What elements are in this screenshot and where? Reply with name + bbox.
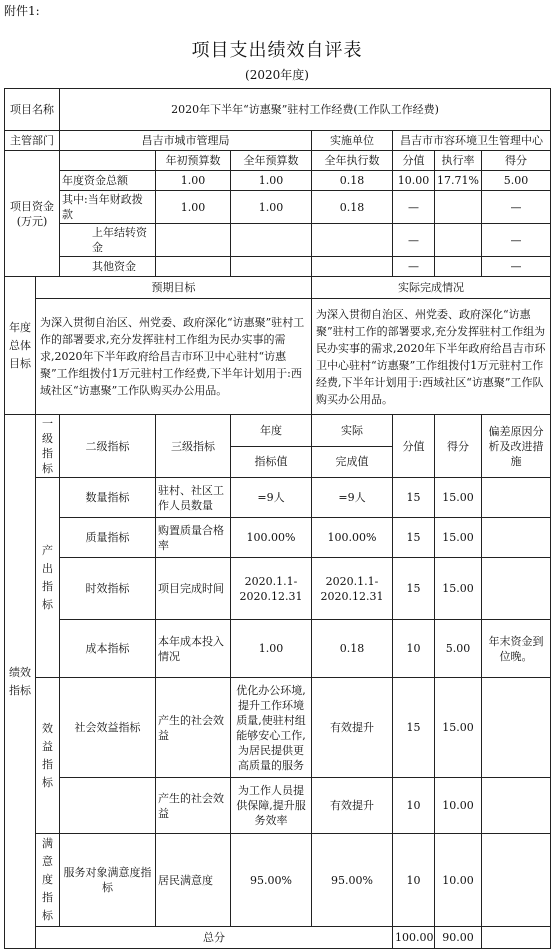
indicator-actual: 有效提升 (312, 678, 393, 778)
project-name-value: 2020年下半年“访惠聚”驻村工作经费(工作队工作经费) (60, 89, 551, 131)
expected-goal-text: 为深入贯彻自治区、州党委、政府深化“访惠聚”驻村工作的部署要求,充分发挥驻村工作组为民办实事的需求,2020年下半年政府给昌吉市环卫中心驻村“访惠聚”工作组拨付1万元驻村工作经费,下半年计划用于:西域社区“访惠聚”工作队购买办公用品。 (36, 299, 312, 415)
funds-row-rate: 17.71% (435, 171, 482, 191)
funds-row-name: 上年结转资金 (60, 224, 156, 257)
level2-indicator: 数量指标 (60, 478, 156, 518)
score-header: 得分 (435, 415, 482, 478)
indicator-note: 年末资金到位晚。 (482, 620, 551, 678)
indicator-score-value: 10 (393, 620, 435, 678)
output-indicator-label: 产出指标 (36, 478, 60, 678)
funds-row-score: — (482, 257, 551, 277)
level2-indicator: 服务对象满意度指标 (60, 834, 156, 927)
funds-row-annual: 1.00 (231, 191, 312, 224)
total-note (482, 927, 551, 949)
indicator-target: =9人 (231, 478, 312, 518)
funds-row-initial: 1.00 (156, 171, 231, 191)
year-header: 年度 (231, 415, 312, 447)
level2-indicator: 社会效益指标 (60, 678, 156, 778)
indicator-note (482, 478, 551, 518)
indicator-actual: 2020.1.1-2020.12.31 (312, 558, 393, 620)
deviation-header: 偏差原因分析及改进措施 (482, 415, 551, 478)
funds-row-initial (156, 224, 231, 257)
level2-indicator: 成本指标 (60, 620, 156, 678)
level1-header: 一级指标 (36, 415, 60, 478)
expected-goal-label: 预期目标 (36, 277, 312, 299)
actual-completion-text: 为深入贯彻自治区、州党委、政府深化“访惠聚”驻村工作的部署要求,充分发挥驻村工作组为民办实事的需求,2020年下半年政府给昌吉市环卫中心驻村“访惠聚”工作组拨付1万元驻村工作经费,下半年计划用于:西域社区“访惠聚”工作队购买办公用品。 (312, 299, 551, 415)
actual-completion-label: 实际完成情况 (312, 277, 551, 299)
total-label: 总分 (36, 927, 393, 949)
funds-row-rate (435, 257, 482, 277)
funds-row-annual (231, 224, 312, 257)
indicator-actual: 95.00% (312, 834, 393, 927)
indicator-note (482, 558, 551, 620)
total-score-value: 100.00 (393, 927, 435, 949)
funds-row-initial: 1.00 (156, 191, 231, 224)
level2-header: 二级指标 (60, 415, 156, 478)
dept-label: 主管部门 (5, 131, 60, 151)
target-header: 指标值 (231, 446, 312, 478)
funds-row-score: — (482, 224, 551, 257)
funds-header-blank (60, 151, 156, 171)
level3-indicator: 项目完成时间 (156, 558, 231, 620)
funds-row-annual (231, 257, 312, 277)
annual-goals-label: 年度总体目标 (5, 277, 36, 415)
funds-row-score-value: — (393, 191, 435, 224)
indicator-score: 15.00 (435, 518, 482, 558)
unit-label: 实施单位 (312, 131, 393, 151)
level3-indicator: 产生的社会效益 (156, 778, 231, 834)
evaluation-table (4, 88, 551, 949)
level3-indicator: 居民满意度 (156, 834, 231, 927)
indicator-score: 10.00 (435, 778, 482, 834)
level3-header: 三级指标 (156, 415, 231, 478)
funds-row-executed (312, 257, 393, 277)
satisfaction-indicator-label: 满意度指标 (36, 834, 60, 927)
funds-row-name: 其他资金 (60, 257, 156, 277)
funds-row-score-value: — (393, 257, 435, 277)
indicator-score: 15.00 (435, 478, 482, 518)
level3-indicator: 本年成本投入情况 (156, 620, 231, 678)
indicator-score-value: 15 (393, 478, 435, 518)
project-name-label: 项目名称 (5, 89, 60, 131)
funds-row-initial (156, 257, 231, 277)
indicator-score: 10.00 (435, 834, 482, 927)
funds-row-annual: 1.00 (231, 171, 312, 191)
indicator-actual: 0.18 (312, 620, 393, 678)
funds-row-executed: 0.18 (312, 191, 393, 224)
indicator-note (482, 678, 551, 778)
indicator-score: 5.00 (435, 620, 482, 678)
level3-indicator: 产生的社会效益 (156, 678, 231, 778)
indicator-score-value: 15 (393, 518, 435, 558)
funds-row-score-value: — (393, 224, 435, 257)
level2-indicator: 时效指标 (60, 558, 156, 620)
total-score: 90.00 (435, 927, 482, 949)
indicator-target: 优化办公环境,提升工作环境质量,使驻村组能够安心工作,为居民提供更高质量的服务 (231, 678, 312, 778)
report-year: (2020年度) (245, 68, 309, 82)
level3-indicator: 购置质量合格率 (156, 518, 231, 558)
indicator-target: 95.00% (231, 834, 312, 927)
indicator-actual: 有效提升 (312, 778, 393, 834)
indicator-target: 2020.1.1-2020.12.31 (231, 558, 312, 620)
level2-indicator: 质量指标 (60, 518, 156, 558)
score-value-header: 分值 (393, 415, 435, 478)
performance-indicators-label: 绩效指标 (5, 415, 36, 949)
funds-header-rate: 执行率 (435, 151, 482, 171)
indicator-score-value: 15 (393, 558, 435, 620)
funds-row-score: 5.00 (482, 171, 551, 191)
indicator-score: 15.00 (435, 678, 482, 778)
funds-header-score-value: 分值 (393, 151, 435, 171)
dept-value: 昌吉市城市管理局 (60, 131, 312, 151)
funds-row-score-value: 10.00 (393, 171, 435, 191)
funds-header-initial: 年初预算数 (156, 151, 231, 171)
indicator-score-value: 10 (393, 834, 435, 927)
attachment-label: 附件1: (4, 4, 40, 18)
funds-header-score: 得分 (482, 151, 551, 171)
indicator-target: 1.00 (231, 620, 312, 678)
indicator-score-value: 10 (393, 778, 435, 834)
indicator-note (482, 834, 551, 927)
indicator-actual: =9人 (312, 478, 393, 518)
actual-header: 实际 (312, 415, 393, 447)
level2-indicator (60, 778, 156, 834)
funds-row-rate (435, 191, 482, 224)
funds-header-annual: 全年预算数 (231, 151, 312, 171)
completed-header: 完成值 (312, 446, 393, 478)
indicator-actual: 100.00% (312, 518, 393, 558)
indicator-score-value: 15 (393, 678, 435, 778)
indicator-note (482, 518, 551, 558)
funds-label: 项目资金 (万元) (5, 151, 60, 277)
funds-header-executed: 全年执行数 (312, 151, 393, 171)
level3-indicator: 驻村、社区工作人员数量 (156, 478, 231, 518)
indicator-target: 为工作人员提供保障,提升服务效率 (231, 778, 312, 834)
funds-row-score: — (482, 191, 551, 224)
funds-row-executed (312, 224, 393, 257)
funds-row-executed: 0.18 (312, 171, 393, 191)
funds-row-name: 其中:当年财政拨款 (60, 191, 156, 224)
indicator-score: 15.00 (435, 558, 482, 620)
benefit-indicator-label: 效益指标 (36, 678, 60, 834)
unit-value: 昌吉市市容环境卫生管理中心 (393, 131, 551, 151)
funds-row-rate (435, 224, 482, 257)
indicator-note (482, 778, 551, 834)
funds-row-name: 年度资金总额 (60, 171, 156, 191)
indicator-target: 100.00% (231, 518, 312, 558)
page-title: 项目支出绩效自评表 (191, 40, 363, 61)
